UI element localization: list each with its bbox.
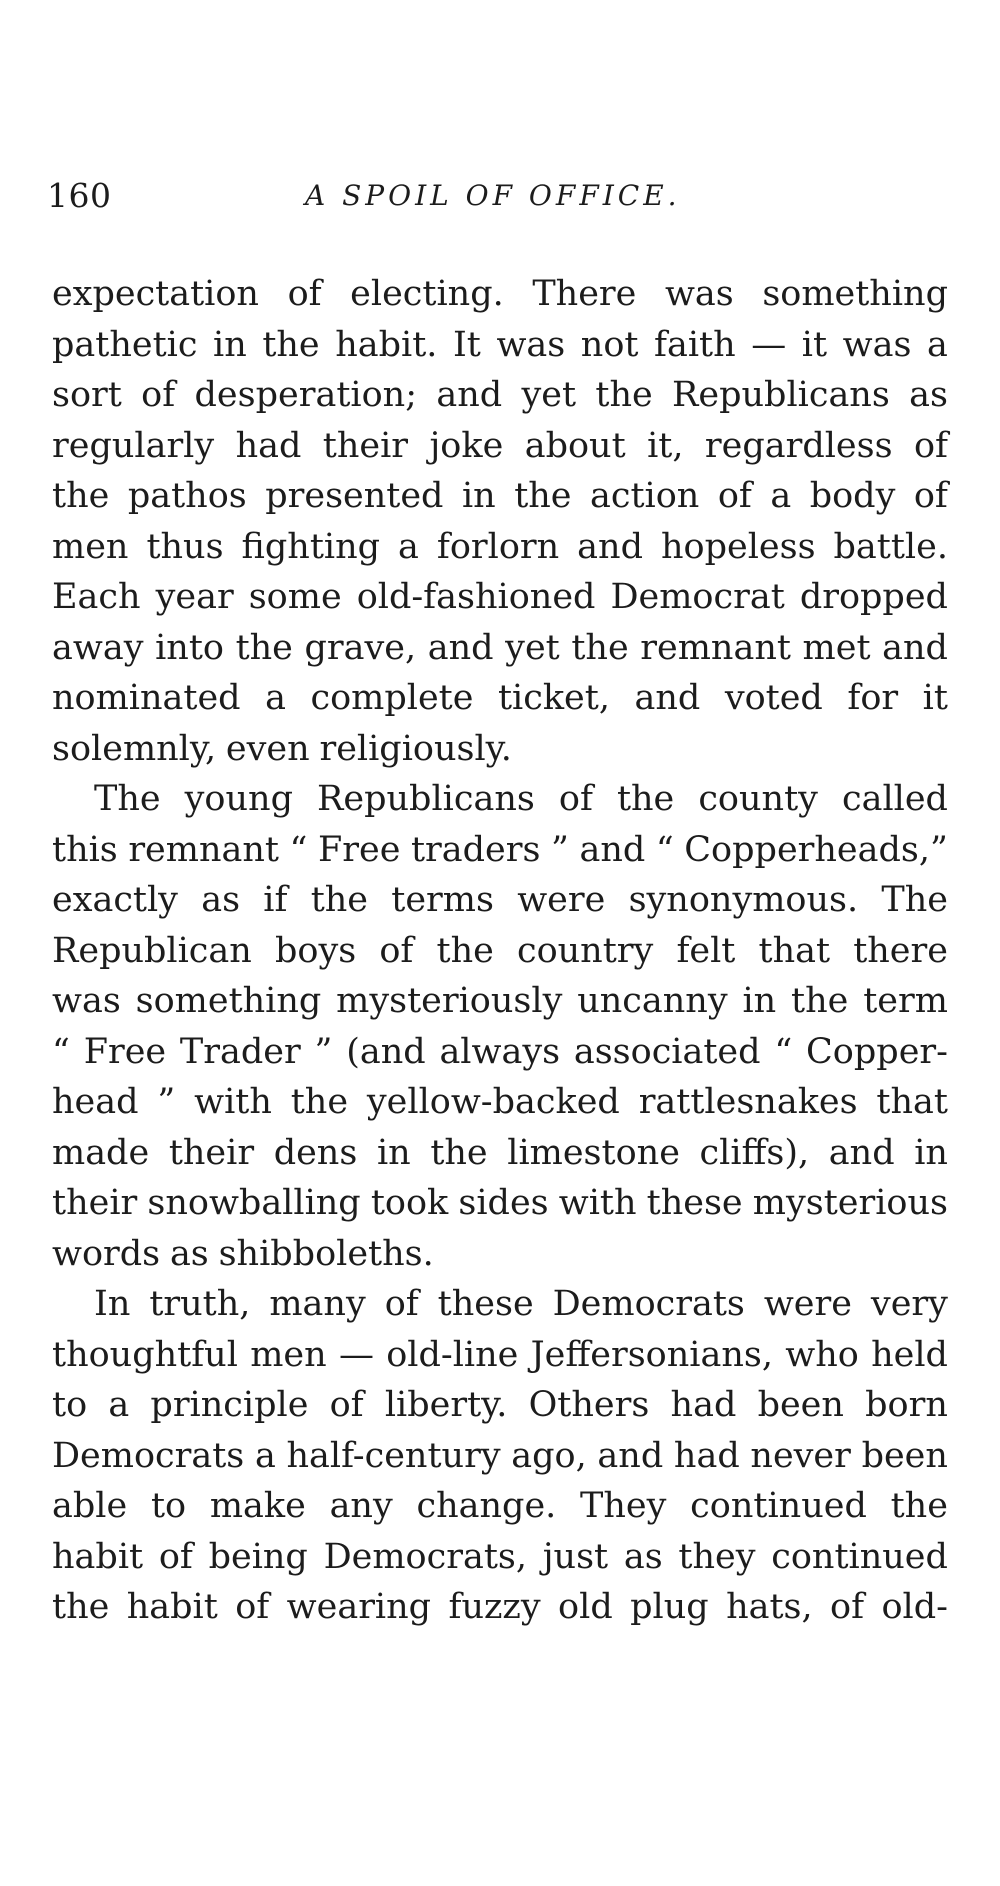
word: was <box>496 324 566 365</box>
word: the <box>571 627 629 668</box>
word: the <box>791 981 849 1021</box>
word: able <box>52 1486 128 1526</box>
word: ” <box>157 1082 176 1122</box>
word: old <box>558 1587 613 1627</box>
word: synonymous. <box>628 880 859 920</box>
word: plug <box>630 1587 709 1627</box>
text-line <box>52 673 948 724</box>
text-line <box>52 976 948 1027</box>
word: had <box>235 425 302 466</box>
word: old- <box>881 1587 948 1627</box>
word: presented <box>265 476 444 516</box>
word: made <box>52 1132 150 1173</box>
word: it <box>922 678 948 718</box>
word: the <box>430 1132 488 1173</box>
word: if <box>263 880 288 920</box>
word: traders <box>410 829 541 870</box>
text-line <box>52 1380 948 1431</box>
word: in <box>742 981 777 1021</box>
word: a <box>770 476 792 516</box>
word: it <box>801 324 828 365</box>
word: desperation; <box>194 375 417 415</box>
word: felt <box>676 930 736 971</box>
word: old-fashioned <box>356 577 596 617</box>
word: and <box>882 627 948 668</box>
text-line <box>52 421 948 472</box>
word: The <box>94 779 161 819</box>
text-line <box>52 926 948 977</box>
word: the <box>52 1587 110 1627</box>
word: wearing <box>286 1587 432 1627</box>
text-line <box>52 370 948 421</box>
word: the <box>310 880 369 920</box>
word: habit <box>52 1536 144 1577</box>
word: country <box>516 930 654 971</box>
word: had <box>673 1435 740 1476</box>
word: of <box>141 375 176 415</box>
word: these <box>437 1284 534 1324</box>
word: of <box>158 1536 193 1577</box>
word: their <box>322 425 409 466</box>
word: being <box>208 1536 308 1577</box>
word: any <box>329 1486 393 1526</box>
word: of <box>384 1284 419 1324</box>
text-line <box>52 522 948 573</box>
word: as <box>201 880 241 920</box>
word: even <box>225 728 310 769</box>
word: hats, <box>726 1587 813 1627</box>
word: truth, <box>149 1284 251 1324</box>
word: body <box>809 476 896 516</box>
word: to <box>52 1385 88 1425</box>
text-line <box>52 572 948 623</box>
text-line <box>52 724 948 775</box>
word: of <box>717 476 752 516</box>
word: ” <box>551 829 569 870</box>
word: Others <box>528 1385 650 1425</box>
word: complete <box>310 678 474 718</box>
word: and <box>597 1435 664 1476</box>
text-line <box>52 1229 948 1280</box>
word: ticket, <box>497 678 610 718</box>
word: It <box>452 324 481 365</box>
word: a <box>254 1435 276 1476</box>
word: of <box>558 779 593 819</box>
word: the <box>595 375 653 415</box>
word: continued <box>771 1536 948 1577</box>
word: county <box>698 779 818 819</box>
word: fuzzy <box>448 1587 541 1627</box>
word: many <box>269 1284 366 1324</box>
word: grave, <box>304 627 417 668</box>
word: of <box>287 274 322 314</box>
word: of <box>913 476 948 516</box>
word: a <box>108 1385 130 1425</box>
word: Republicans <box>317 779 535 819</box>
word: took <box>370 1183 449 1223</box>
word: electing. <box>350 274 504 314</box>
word: that <box>758 930 831 971</box>
word: these <box>646 1183 743 1223</box>
word: half-century <box>286 1435 501 1476</box>
word: with <box>194 1082 272 1122</box>
word: as <box>623 1536 663 1577</box>
text-line <box>52 1279 948 1330</box>
text-line <box>52 623 948 674</box>
text-line <box>52 774 948 825</box>
word: regularly <box>52 425 215 466</box>
word: of <box>913 425 948 466</box>
word: In <box>94 1284 131 1324</box>
word: in <box>213 324 247 365</box>
word: Trader <box>179 1031 301 1072</box>
running-title: A SPOIL OF OFFICE. <box>305 179 681 212</box>
word: action <box>590 476 700 516</box>
word: dropped <box>799 577 948 617</box>
word: exactly <box>52 880 178 920</box>
word: Democrat <box>610 577 785 617</box>
word: and <box>634 678 701 718</box>
word: Democrats, <box>323 1536 527 1577</box>
word: some <box>248 577 342 617</box>
word: There <box>532 274 637 314</box>
word: the <box>890 1486 948 1526</box>
word: men <box>52 526 129 567</box>
word: old-line <box>386 1334 519 1375</box>
word: into <box>155 627 224 668</box>
word: very <box>870 1284 948 1324</box>
word: the <box>262 324 320 365</box>
word: were <box>517 880 606 920</box>
word: rattlesnakes <box>638 1082 858 1122</box>
word: for <box>847 678 899 718</box>
word: just <box>542 1536 609 1577</box>
word: a <box>926 324 948 365</box>
word: ago, <box>511 1435 587 1476</box>
word: faith <box>654 324 736 365</box>
word: mysterious <box>752 1183 948 1223</box>
word: as <box>909 375 948 415</box>
word: this <box>52 829 118 870</box>
word: change. <box>416 1486 557 1526</box>
word: in <box>376 1132 411 1173</box>
word: thoughtful <box>52 1334 238 1375</box>
word: expectation <box>52 274 259 314</box>
word: the <box>616 779 675 819</box>
word: called <box>841 779 948 819</box>
word: who <box>785 1334 859 1375</box>
word: was <box>52 981 121 1021</box>
word: about <box>524 425 626 466</box>
word: as <box>169 1233 209 1274</box>
text-line <box>52 1582 948 1633</box>
word: their <box>52 1183 138 1223</box>
word: Free <box>83 1031 167 1072</box>
word: voted <box>724 678 823 718</box>
word: and <box>436 375 503 415</box>
page-number: 160 <box>47 176 112 215</box>
word: the <box>52 476 110 516</box>
word: hopeless <box>660 526 816 567</box>
word: associated <box>573 1031 761 1072</box>
word: dens <box>273 1132 358 1173</box>
word: there <box>853 930 948 971</box>
word: religiously. <box>319 728 512 769</box>
word: Republican <box>52 930 252 971</box>
word: their <box>168 1132 255 1173</box>
word: young <box>184 779 293 819</box>
word: had <box>670 1385 737 1425</box>
word: shibboleths. <box>218 1233 434 1274</box>
word: yellow-backed <box>366 1082 620 1122</box>
word: the <box>436 930 494 971</box>
word: — <box>338 1334 374 1375</box>
word: in <box>914 1132 948 1173</box>
word: The <box>881 880 948 920</box>
word: Copperheads,” <box>684 829 948 870</box>
word: forlorn <box>436 526 560 567</box>
word: the <box>235 627 293 668</box>
text-line <box>52 471 948 522</box>
word: Each <box>52 577 141 617</box>
text-line <box>52 1481 948 1532</box>
word: was <box>664 274 734 314</box>
text-line <box>52 269 948 320</box>
word: year <box>155 577 234 617</box>
text-line <box>52 1128 948 1179</box>
word: of <box>235 1587 270 1627</box>
word: to <box>150 1486 187 1526</box>
word: was <box>842 324 912 365</box>
word: that <box>876 1082 948 1122</box>
word: not <box>580 324 639 365</box>
word: boys <box>274 930 357 971</box>
text-line <box>52 320 948 371</box>
word: — <box>751 324 787 365</box>
word: men <box>250 1334 327 1375</box>
word: Free <box>317 829 401 870</box>
word: make <box>209 1486 306 1526</box>
word: been <box>757 1385 844 1425</box>
word: regardless <box>704 425 893 466</box>
word: the <box>290 1082 349 1122</box>
text-line <box>52 825 948 876</box>
word: Republicans <box>672 375 890 415</box>
word: remnant <box>128 829 279 870</box>
word: were <box>763 1284 852 1324</box>
word: Copper- <box>806 1031 948 1072</box>
word: born <box>865 1385 948 1425</box>
word: of <box>379 930 414 971</box>
word: continued <box>690 1486 867 1526</box>
word: sides <box>458 1183 549 1223</box>
word: joke <box>429 425 504 466</box>
word: limestone <box>507 1132 680 1173</box>
word: terms <box>391 880 494 920</box>
word: Democrats <box>52 1435 245 1476</box>
word: snowballing <box>147 1183 361 1223</box>
text-line <box>52 1431 948 1482</box>
word: pathetic <box>52 324 198 365</box>
word: habit <box>126 1587 218 1627</box>
word: met <box>802 627 871 668</box>
word: the <box>514 476 572 516</box>
word: of <box>830 1587 865 1627</box>
word: sort <box>52 375 122 415</box>
word: uncanny <box>577 981 728 1021</box>
word: and <box>577 526 643 567</box>
word: something <box>135 981 322 1021</box>
word: never <box>750 1435 851 1476</box>
word: fighting <box>241 526 381 567</box>
word: principle <box>150 1385 309 1425</box>
word: (and <box>346 1031 426 1072</box>
word: Democrats <box>552 1284 745 1324</box>
word: solemnly, <box>52 728 217 769</box>
text-line <box>52 875 948 926</box>
word: and <box>427 627 494 668</box>
word: yet <box>521 375 577 415</box>
word: pathos <box>127 476 247 516</box>
word: head <box>52 1082 139 1122</box>
text-line <box>52 1027 948 1078</box>
word: habit. <box>335 324 438 365</box>
word: liberty. <box>384 1385 508 1425</box>
word: ” <box>314 1031 333 1072</box>
word: “ <box>289 829 308 870</box>
word: thus <box>146 526 224 567</box>
body-text <box>52 269 948 1633</box>
word: They <box>580 1486 667 1526</box>
text-line <box>52 1178 948 1229</box>
word: they <box>678 1536 756 1577</box>
word: held <box>871 1334 948 1375</box>
word: a <box>398 526 419 567</box>
word: been <box>861 1435 948 1476</box>
word: yet <box>505 627 560 668</box>
word: term <box>863 981 948 1021</box>
word: and <box>579 829 646 870</box>
word: and <box>828 1132 895 1173</box>
word: “ <box>774 1031 793 1072</box>
text-line <box>52 1532 948 1583</box>
word: words <box>52 1233 161 1274</box>
word: nominated <box>52 678 241 718</box>
text-line <box>52 1330 948 1381</box>
word: of <box>329 1385 364 1425</box>
word: “ <box>52 1031 70 1072</box>
word: in <box>461 476 496 516</box>
word: remnant <box>640 627 791 668</box>
word: cliffs), <box>699 1132 810 1173</box>
text-line <box>52 1077 948 1128</box>
word: always <box>439 1031 561 1072</box>
word: it, <box>647 425 684 466</box>
word: battle. <box>833 526 948 567</box>
word: something <box>762 274 948 314</box>
word: Jeffersonians, <box>530 1334 773 1375</box>
word: away <box>52 627 144 668</box>
word: mysteriously <box>336 981 563 1021</box>
word: with <box>558 1183 637 1223</box>
word: “ <box>655 829 674 870</box>
word: a <box>265 678 286 718</box>
